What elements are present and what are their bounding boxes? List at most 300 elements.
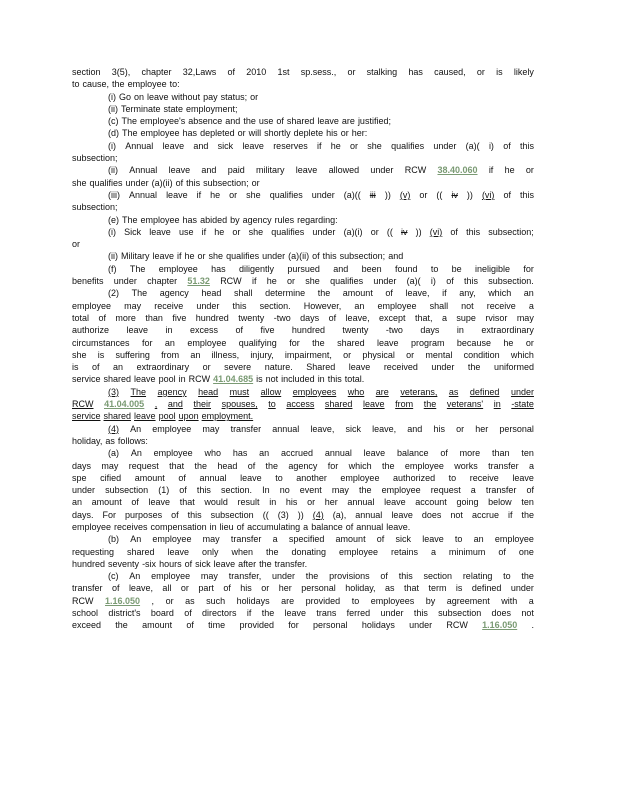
text-word: provisions: [329, 571, 370, 582]
text-word: does: [421, 509, 442, 520]
text-word: this: [413, 608, 428, 619]
text-word: leave: [363, 399, 385, 410]
text-word: (d): [108, 128, 119, 139]
text-word: balance: [396, 448, 429, 459]
text-word: employee: [72, 521, 112, 532]
text-word: under: [262, 251, 286, 262]
text-word: of: [186, 620, 194, 631]
text-word: a: [441, 312, 447, 323]
text-word: may: [516, 312, 534, 323]
text-word: a: [272, 534, 278, 545]
text-word: below: [488, 497, 512, 508]
text-word: or: [406, 349, 415, 360]
text-word: board: [150, 608, 174, 619]
text-word: justified;: [357, 116, 391, 127]
text-word: hundred: [72, 558, 106, 569]
text-word: hundred: [291, 325, 325, 336]
text-word: which: [488, 288, 512, 299]
text-word: the: [305, 571, 319, 582]
text-word: leave: [168, 165, 191, 176]
text-word: deplete: [293, 128, 324, 139]
text-word: pursued: [287, 263, 320, 274]
text-word: under: [433, 140, 457, 151]
text-word: may: [331, 485, 349, 496]
text-word: rvisor: [485, 312, 508, 323]
text-word: employee: [127, 79, 167, 90]
text-word: head: [217, 460, 238, 471]
text-word: employees: [292, 386, 337, 397]
text-word: exceed: [72, 620, 102, 631]
text-word: spe: [72, 472, 87, 483]
text-word: to: [351, 595, 360, 606]
text-word: been: [361, 263, 382, 274]
text-word: for: [141, 337, 153, 348]
text-line: [72, 238, 534, 250]
text-word: head: [201, 288, 222, 299]
text-word: leave,: [405, 288, 430, 299]
text-line: [72, 607, 534, 619]
text-word: to: [430, 263, 439, 274]
text-word: pool: [158, 411, 176, 422]
text-word: he: [214, 226, 225, 237]
text-word: in: [165, 325, 173, 336]
rcw-reference-link[interactable]: 41.04.685: [213, 374, 254, 385]
text-word: diligently: [238, 263, 274, 274]
text-word: i): [430, 276, 436, 287]
text-word: The: [122, 128, 138, 139]
text-word: if: [177, 251, 182, 262]
text-word: or: [307, 497, 316, 508]
text-word: of: [498, 546, 506, 557]
text-word: agency: [288, 460, 318, 471]
text-word: the: [259, 558, 272, 569]
text-word: the: [423, 399, 437, 410]
text-word: leave.: [386, 521, 411, 532]
text-word: leave: [377, 337, 399, 348]
text-line: [72, 189, 534, 201]
text-word: by: [425, 595, 436, 606]
text-word: 1st: [277, 67, 290, 77]
text-word: of: [184, 608, 192, 619]
text-word: agreement: [446, 595, 490, 606]
text-word: i): [488, 140, 494, 151]
text-word: he: [184, 251, 195, 262]
text-word: shared: [337, 337, 365, 348]
text-word: of: [276, 116, 284, 127]
text-word: annual: [199, 472, 227, 483]
text-word: (a)(ii): [151, 177, 173, 188]
text-word: of: [111, 583, 120, 594]
text-word: leave,: [372, 423, 397, 434]
text-word: or: [456, 423, 465, 434]
text-word: ,: [151, 595, 155, 606]
text-word: (a)(: [406, 276, 421, 287]
text-word: determine: [265, 288, 306, 299]
text-word: lieu: [219, 521, 234, 532]
statute-text: [72, 66, 534, 632]
text-word: specified: [288, 534, 325, 545]
text-word: leave: [134, 374, 156, 385]
text-word: receive: [154, 300, 184, 311]
text-word: of: [503, 189, 511, 200]
text-word: has: [408, 67, 423, 77]
text-word: military: [256, 165, 285, 176]
text-word: this: [327, 374, 342, 385]
text-word: 2010: [246, 67, 267, 77]
text-word: RCW: [72, 399, 94, 410]
text-word: holiday,: [345, 583, 376, 594]
text-word: employee: [152, 534, 192, 545]
text-word: amount: [142, 620, 173, 631]
text-word: and: [167, 399, 183, 410]
text-word: that: [179, 497, 195, 508]
text-word: Military: [121, 251, 150, 262]
text-word: an: [523, 288, 534, 299]
text-word: of: [376, 534, 385, 545]
text-word: this: [232, 300, 247, 311]
text-word: spouses,: [221, 399, 258, 410]
text-word: or: [343, 349, 352, 360]
text-word: as: [385, 583, 395, 594]
text-word: (4): [108, 423, 119, 434]
text-word: subsection.: [488, 276, 534, 287]
text-word: nature.: [264, 362, 293, 373]
text-word: leave,: [128, 583, 153, 594]
text-word: authorized: [393, 472, 436, 483]
text-word: provided: [239, 620, 274, 631]
text-word: for: [288, 620, 299, 631]
text-word: leave,: [310, 423, 335, 434]
text-word: from: [395, 399, 414, 410]
text-word: An: [130, 423, 142, 434]
text-word: in: [493, 399, 501, 410]
rcw-reference-link[interactable]: 1.16.050: [482, 620, 518, 631]
text-word: the: [265, 546, 279, 557]
text-line: [72, 226, 534, 238]
text-word: seventy: [108, 558, 140, 569]
text-word: included: [281, 374, 315, 385]
rcw-reference-link[interactable]: 1.16.050: [105, 595, 141, 606]
text-word: all: [162, 583, 172, 594]
text-word: transfer: [488, 460, 519, 471]
rcw-reference-link[interactable]: 41.04.005: [104, 399, 145, 410]
text-word: total: [72, 312, 90, 323]
text-word: in: [317, 374, 325, 385]
text-word: are: [341, 116, 355, 127]
text-word: or: [202, 362, 211, 373]
text-word: chapter: [141, 67, 172, 77]
text-word: this: [463, 276, 478, 287]
text-line: [72, 595, 534, 607]
text-word: stalking: [366, 67, 398, 77]
text-word: illness,: [211, 349, 240, 360]
text-line: [72, 164, 534, 176]
text-line: [72, 533, 534, 545]
text-word: under: [380, 608, 404, 619]
text-word: days: [420, 325, 440, 336]
text-word: this: [187, 509, 202, 520]
text-word: of: [178, 472, 186, 483]
text-word: pay: [203, 91, 218, 102]
text-word: qualifies: [271, 226, 305, 237]
text-word: leave,: [345, 312, 370, 323]
text-word: An: [130, 534, 142, 545]
text-word: caused,: [434, 67, 466, 77]
text-word: In: [262, 485, 270, 496]
text-line: [72, 447, 534, 459]
text-word: RCW: [446, 620, 468, 631]
text-word: to: [503, 571, 511, 582]
text-word: her: [324, 497, 338, 508]
text-word: of: [179, 485, 187, 496]
text-word: section.: [220, 485, 253, 496]
text-word: of: [345, 521, 354, 532]
text-word: leave: [134, 411, 156, 422]
text-word: or: [232, 226, 241, 237]
text-word: RCW: [72, 595, 94, 606]
text-word: balance: [311, 521, 343, 532]
text-word: authorize: [72, 325, 110, 336]
text-word: she: [246, 189, 261, 200]
text-word: received: [383, 362, 418, 373]
text-word: her: [278, 583, 292, 594]
text-word: (1): [158, 485, 170, 496]
text-word: employee: [152, 423, 192, 434]
text-word: leave: [422, 534, 444, 545]
text-word: retains: [390, 546, 418, 557]
text-line: [72, 484, 534, 496]
text-word: employment.: [201, 411, 254, 422]
text-word: severe: [224, 362, 252, 373]
text-word: The: [129, 263, 146, 274]
text-word: one: [518, 546, 534, 557]
text-word: qualifies: [269, 189, 303, 200]
text-word: the: [521, 571, 534, 582]
text-word: only: [201, 546, 219, 557]
text-word: An: [129, 571, 141, 582]
text-word: leave: [147, 91, 169, 102]
rcw-reference-link[interactable]: 38.40.060: [437, 165, 478, 176]
text-word: veterans': [446, 399, 484, 410]
text-line: [72, 152, 534, 164]
text-word: has: [211, 263, 226, 274]
text-word: when: [231, 546, 253, 557]
text-word: of: [526, 485, 534, 496]
text-word: under: [510, 386, 534, 397]
text-word: -state: [511, 399, 534, 410]
text-word: -two: [385, 325, 403, 336]
text-word: allowed: [328, 165, 360, 176]
text-word: the: [467, 362, 481, 373]
text-word: shared: [286, 116, 315, 127]
text-word: annual: [356, 521, 384, 532]
text-word: under: [125, 177, 149, 188]
text-word: event: [299, 485, 322, 496]
text-word: annual: [272, 423, 300, 434]
text-word: a: [528, 300, 534, 311]
text-line: [72, 250, 534, 262]
text-word: the: [358, 485, 372, 496]
text-word: RCW: [188, 374, 211, 385]
text-word: to: [268, 399, 276, 410]
text-word: transfer,: [228, 571, 262, 582]
text-word: or: [251, 177, 260, 188]
text-word: section: [72, 67, 101, 77]
text-word: transfer: [72, 583, 103, 594]
rcw-reference-link[interactable]: 51.32: [187, 276, 210, 287]
text-word: for: [523, 263, 534, 274]
text-word: she: [208, 251, 224, 262]
text-word: of: [380, 571, 388, 582]
text-word: transfer.: [274, 558, 308, 569]
text-word: the: [317, 288, 331, 299]
text-word: employee's: [140, 116, 186, 127]
text-word: that,: [415, 312, 433, 323]
text-word: (4): [312, 509, 324, 520]
text-word: (b): [108, 534, 119, 545]
text-word: 32,Laws: [182, 67, 217, 77]
text-word: in: [209, 521, 217, 532]
text-word: employee: [72, 300, 112, 311]
text-word: an: [164, 337, 175, 348]
text-word: hours: [159, 558, 182, 569]
text-word: she: [248, 226, 264, 237]
text-line: [72, 582, 534, 594]
text-word: defined: [471, 583, 502, 594]
text-word: or: [340, 128, 349, 139]
text-word: except: [379, 312, 406, 323]
text-word: or: [525, 165, 534, 176]
text-word: days: [72, 460, 92, 471]
text-word: ((: [386, 226, 393, 237]
text-word: to: [454, 534, 463, 545]
text-word: without: [171, 91, 201, 102]
text-word: or: [347, 67, 356, 77]
text-word: which: [348, 460, 372, 471]
text-word: The: [121, 116, 138, 127]
text-word: under: [431, 362, 455, 373]
text-word: shall: [233, 288, 253, 299]
text-word: if: [196, 189, 202, 200]
text-word: likely: [513, 67, 534, 77]
text-word: the: [265, 460, 279, 471]
text-word: or: [370, 226, 379, 237]
text-word: she: [72, 349, 87, 360]
text-word: (ii): [108, 103, 118, 114]
text-word: of: [440, 448, 448, 459]
text-word: amount: [342, 288, 373, 299]
text-word: an: [190, 349, 201, 360]
text-word: or: [197, 251, 206, 262]
text-line: [72, 496, 534, 508]
text-word: his: [433, 423, 445, 434]
text-line: [72, 435, 534, 447]
text-word: of: [223, 583, 231, 594]
text-word: a: [470, 485, 476, 496]
text-word: For: [102, 509, 117, 520]
text-word: (i): [108, 226, 116, 237]
text-word: (c): [108, 116, 119, 127]
text-word: use: [178, 226, 194, 237]
text-word: in: [456, 325, 464, 336]
text-line: [72, 337, 534, 349]
text-word: five: [260, 325, 275, 336]
text-word: circumstances: [72, 337, 130, 348]
text-word: employee: [494, 534, 534, 545]
text-word: directors: [202, 608, 237, 619]
text-word: a: [528, 595, 534, 606]
text-word: employee: [377, 300, 417, 311]
text-word: school: [72, 608, 99, 619]
text-word: sp.sess.,: [300, 67, 337, 77]
text-word: an: [473, 534, 484, 545]
text-word: or: [287, 276, 296, 287]
text-line: [72, 103, 534, 115]
text-word: -six: [142, 558, 157, 569]
text-word: transfer: [230, 534, 262, 545]
text-line: [72, 300, 534, 312]
text-word: is: [97, 349, 105, 360]
text-word: she: [305, 276, 320, 287]
text-word: follows:: [117, 435, 148, 446]
text-word: his: [240, 583, 252, 594]
text-word: an: [72, 497, 83, 508]
text-word: works: [454, 460, 478, 471]
text-word: purposes: [125, 509, 163, 520]
text-line: [72, 546, 534, 558]
text-word: personal: [313, 620, 348, 631]
text-word: ineligible: [475, 263, 511, 274]
text-word: receives: [114, 521, 148, 532]
text-word: pool: [158, 374, 176, 385]
text-word: as: [448, 386, 459, 397]
text-word: transfer: [230, 423, 262, 434]
text-word: or: [72, 239, 81, 250]
text-word: of: [312, 251, 320, 262]
text-word: an: [259, 448, 270, 459]
text-word: Sick: [124, 226, 142, 237]
text-word: (iii): [108, 189, 120, 200]
text-word: suffering: [115, 349, 150, 360]
text-word: if: [316, 140, 322, 151]
text-word: total.: [344, 374, 365, 385]
text-word: if: [251, 276, 257, 287]
text-word: employment;: [186, 103, 238, 114]
text-line: [72, 472, 534, 484]
text-word: from: [161, 349, 180, 360]
text-line: [72, 558, 534, 570]
text-line: [72, 275, 534, 287]
text-line: [72, 177, 534, 189]
text-word: service: [72, 374, 101, 385]
text-line: [72, 201, 534, 213]
text-word: five: [172, 312, 187, 323]
text-word: requesting: [72, 546, 115, 557]
text-word: found: [394, 263, 418, 274]
text-line: [72, 324, 534, 336]
text-word: district's: [108, 608, 141, 619]
text-word: employee: [151, 571, 191, 582]
text-word: Annual: [129, 189, 158, 200]
text-word: cause,: [82, 79, 110, 90]
text-word: subsection: [438, 608, 482, 619]
text-word: that: [403, 583, 419, 594]
text-word: (a)(ii): [288, 251, 310, 262]
text-word: her: [475, 423, 489, 434]
text-word: holidays: [236, 595, 270, 606]
text-word: more: [115, 312, 136, 323]
text-word: who: [204, 448, 221, 459]
